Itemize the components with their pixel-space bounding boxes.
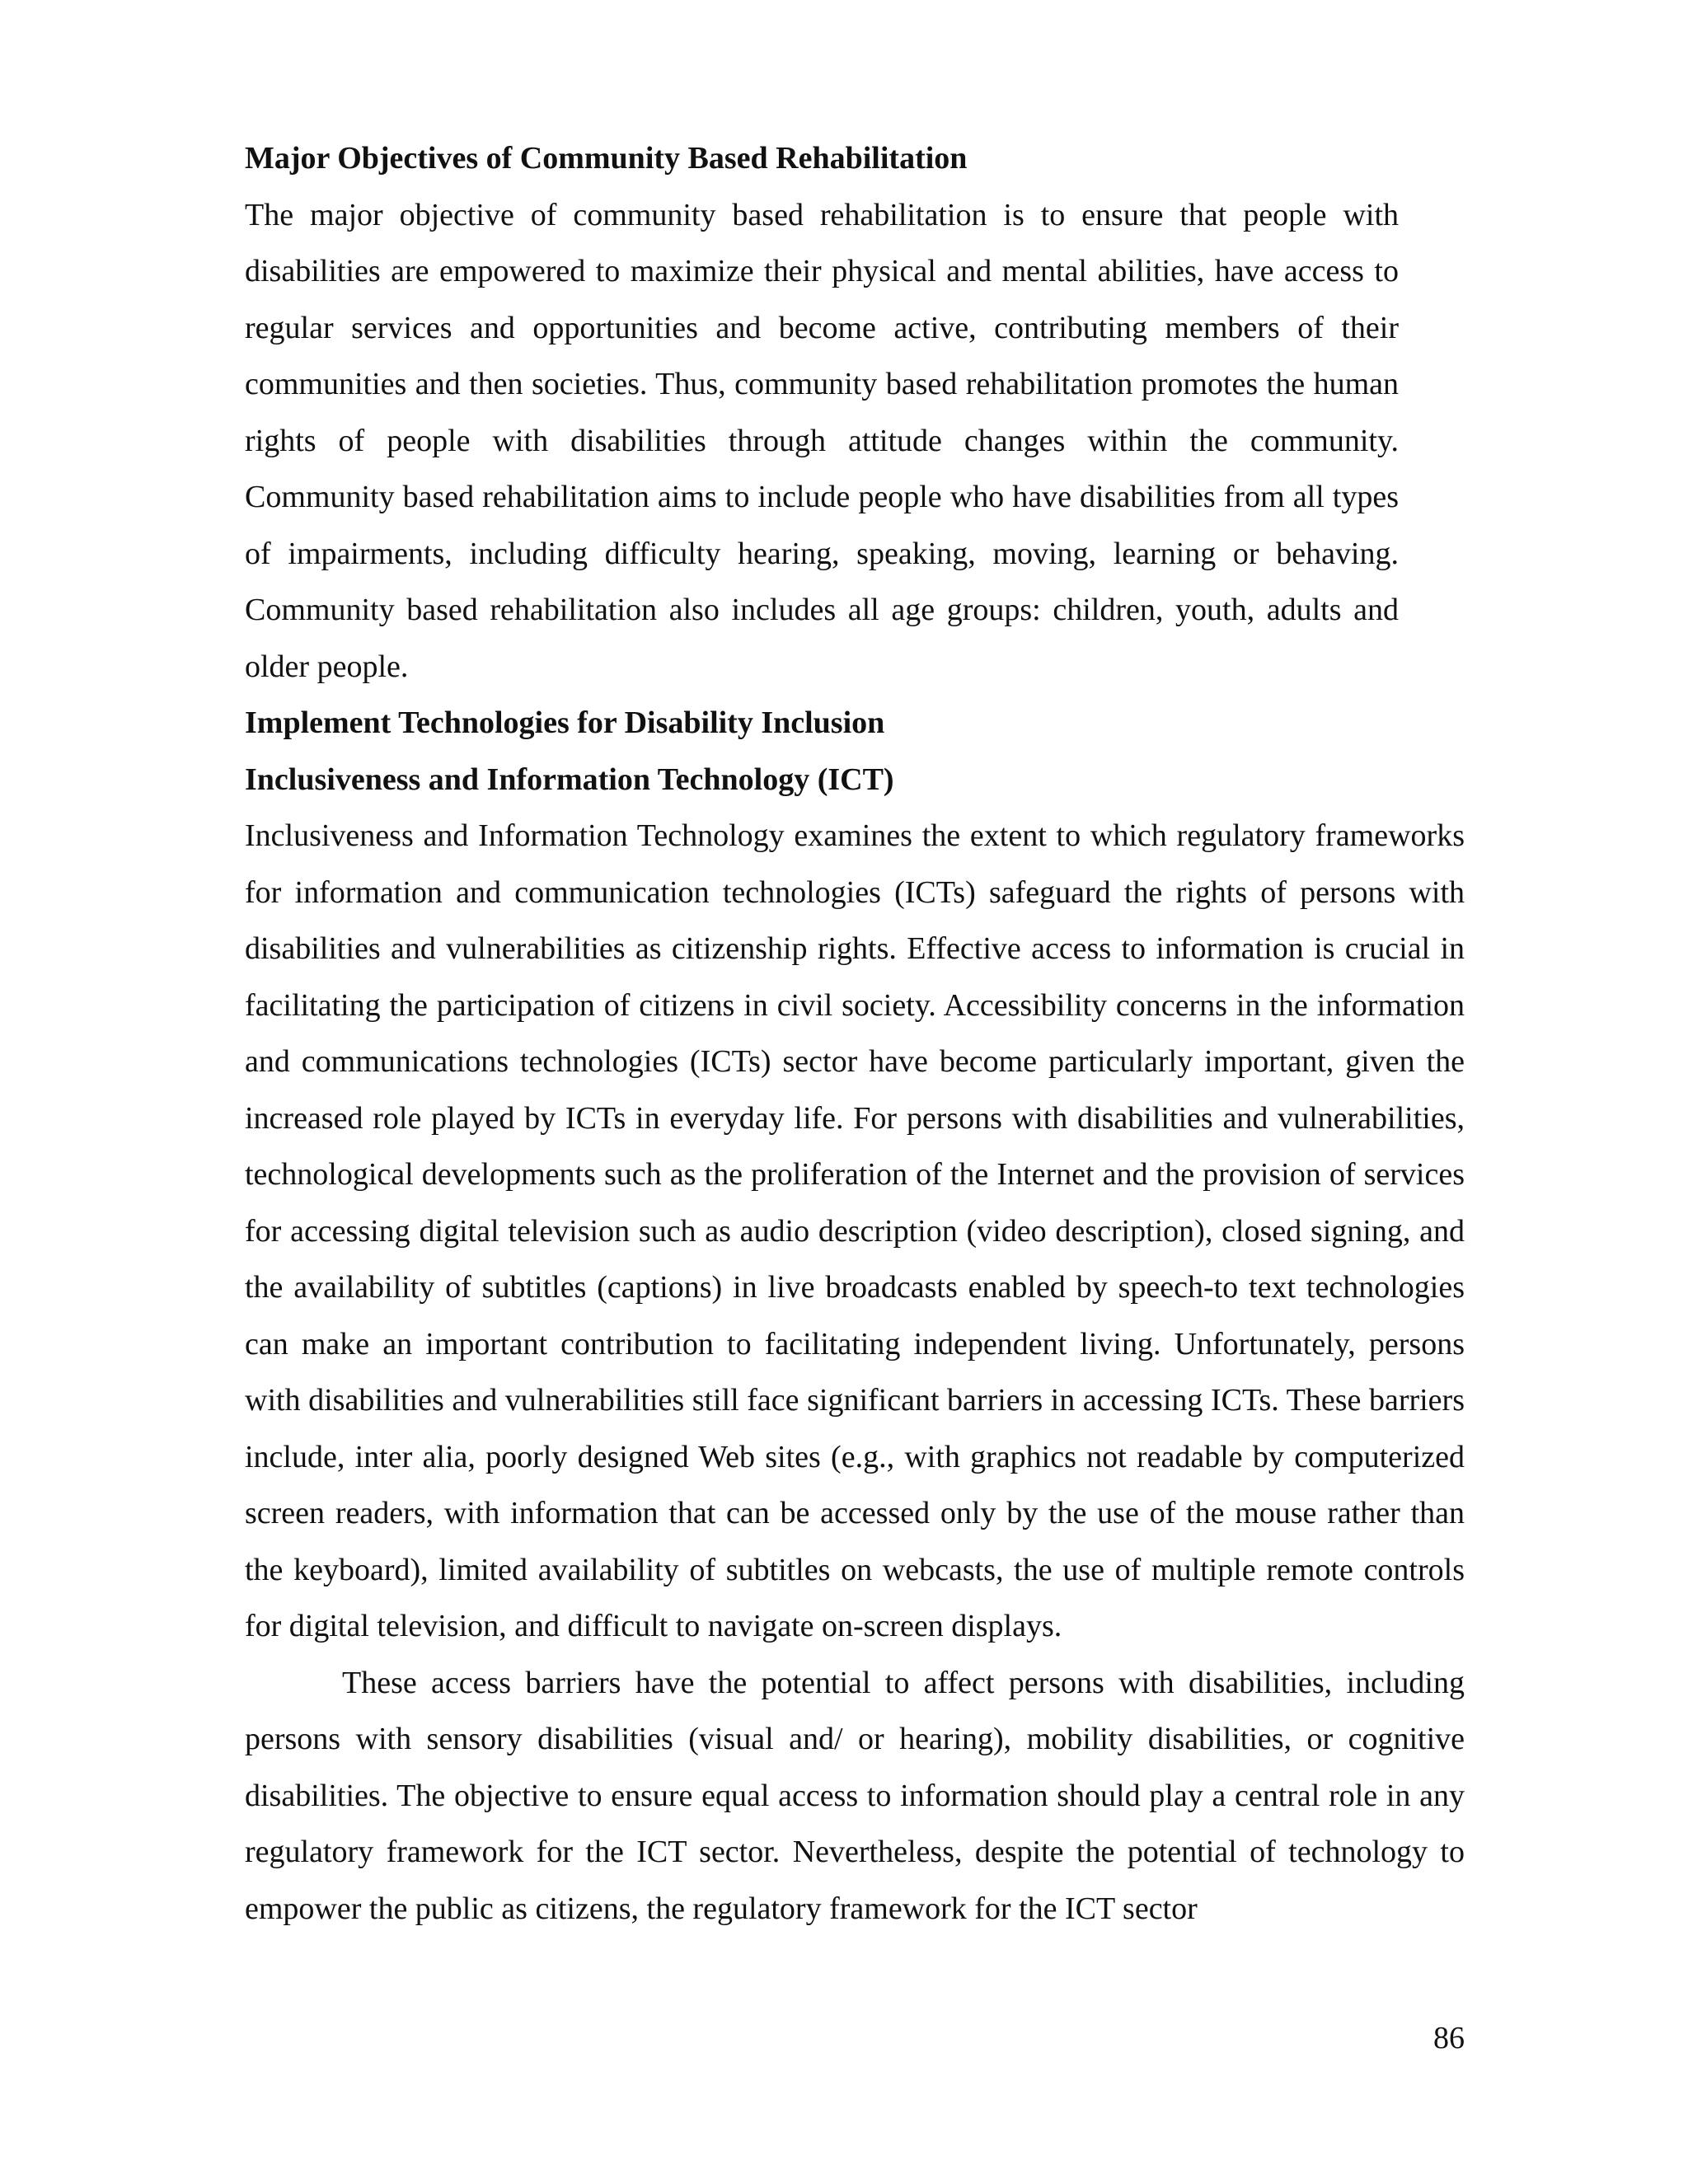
section-heading-technologies: Implement Technologies for Disability Inclusion (245, 705, 885, 740)
paragraph-ict-2: These access barriers have the potential to affect persons with disabilities, including persons with sensory disabilities (visual and/ or hearing), mobility disabilities, or cognitive disabilities. The objective to ensure equal access to information should play a central role in any regulatory framework for the ICT sector. Nevertheless, despite the potential of technology to empower the public as citizens, the regulatory framework for the ICT sector (245, 1665, 1465, 1926)
subheading-ict: Inclusiveness and Information Technology (ICT) (245, 762, 894, 797)
page-number: 86 (1433, 2021, 1465, 2055)
paragraph-cbr-objectives: The major objective of community based rehabilitation is to ensure that people with disabilities are empowered to maximize their physical and mental abilities, have access to regular services and opportunities and become active, contributing members of their communities and then societies. Thus, community based rehabilitation promotes the human rights of people with disabilities through attitude changes within the community. Community based rehabilitation aims to include people who have disabilities from all types of impairments, including difficulty hearing, speaking, moving, learning or behaving. Community based rehabilitation also includes all age groups: children, youth, adults and older people. (245, 197, 1399, 684)
paragraph-ict-1: Inclusiveness and Information Technology examines the extent to which regulatory frameworks for information and communication technologies (ICTs) safeguard the rights of persons with disabilities and vulnerabilities as citizenship rights. Effective access to information is crucial in facilitating the participation of citizens in civil society. Accessibility concerns in the information and communications technologies (ICTs) sector have become particularly important, given the increased role played by ICTs in everyday life. For persons with disabilities and vulnerabilities, technological developments such as the proliferation of the Internet and the provision of services for accessing digital television such as audio description (video description), closed signing, and the availability of subtitles (captions) in live broadcasts enabled by speech-to text technologies can make an important contribution to facilitating independent living. Unfortunately, persons with disabilities and vulnerabilities still face significant barriers in accessing ICTs. These barriers include, inter alia, poorly designed Web sites (e.g., with graphics not readable by computerized screen readers, with information that can be accessed only by the use of the mouse rather than the keyboard), limited availability of subtitles on webcasts, the use of multiple remote controls for digital television, and difficult to navigate on-screen displays. (245, 818, 1465, 1643)
page-content (245, 130, 1465, 1937)
section-heading-cbr-objectives: Major Objectives of Community Based Rehabilitation (245, 141, 968, 176)
